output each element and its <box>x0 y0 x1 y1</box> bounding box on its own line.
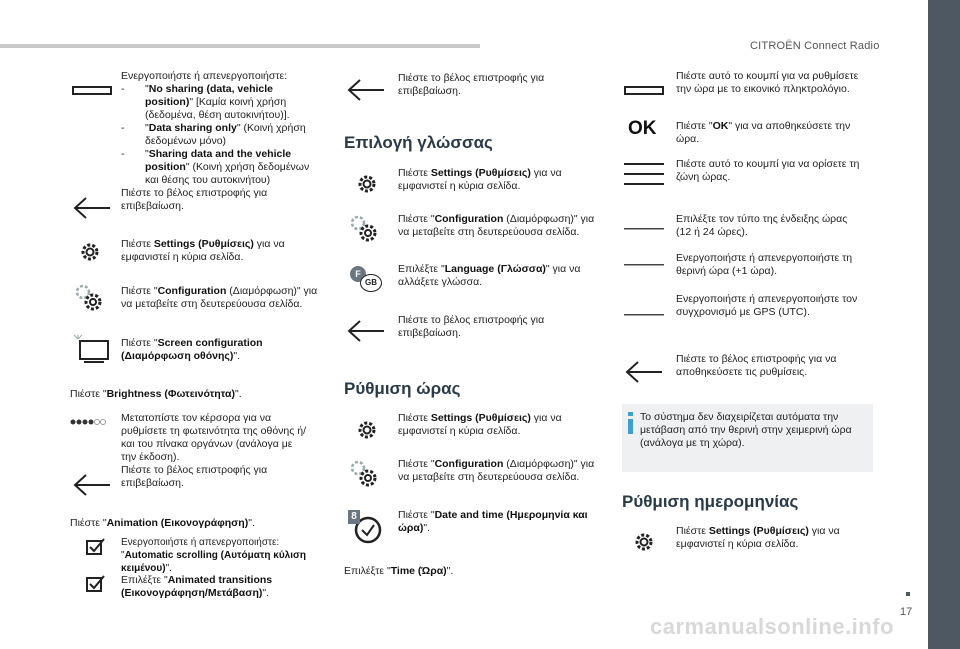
config-gears-icon[interactable] <box>348 458 382 492</box>
language-icon-gb: GB <box>360 274 382 292</box>
toggle-bar-icon <box>72 86 112 96</box>
back-arrow-icon[interactable] <box>72 196 112 220</box>
sharing-option: - "Sharing data and the vehicle position" (Κοινή χρήση δεδομένων και θέσης του αυτοκινήτου) <box>121 148 311 187</box>
autoscroll-instruction: Ενεργοποιήστε ή απενεργοποιήστε: "Automatic scrolling (Αυτόματη κύλιση κειμένου)". <box>121 537 306 574</box>
back-instruction: Πιέστε το βέλος επιστροφής για επιβεβαίωση. <box>398 72 545 97</box>
format-instruction: Επιλέξτε τον τύπο της ένδειξης ώρας (12 ή 24 ώρες). <box>676 213 848 238</box>
back-arrow-icon[interactable] <box>346 319 386 343</box>
date-section-title: Ρύθμιση ημερομηνίας <box>622 492 799 511</box>
gear-icon[interactable] <box>355 172 379 196</box>
brightness-instruction: Πιέστε "Brightness (Φωτεινότητα)". <box>70 388 242 400</box>
top-rule <box>0 44 480 48</box>
language-instruction: Επιλέξτε "Language (Γλώσσα)" για να αλλάξετε γλώσσα. <box>398 263 581 288</box>
menu-icon[interactable] <box>624 161 664 187</box>
screen-config-instruction: Πιέστε "Screen configuration (Διαμόρφωση οθόνης)". <box>121 337 263 362</box>
keypad-instruction: Πιέστε αυτό το κουμπί για να ρυθμίσετε την ώρα με το εικονικό πληκτρολόγιο. <box>676 70 859 95</box>
config-gears-icon[interactable] <box>348 213 382 247</box>
page-marker <box>906 592 910 596</box>
gps-sync-instruction: Ενεργοποιήστε ή απενεργοποιήστε τον συγχρονισμό με GPS (UTC). <box>676 293 858 318</box>
back-arrow-icon[interactable] <box>72 473 112 497</box>
date-time-badge: 8 <box>348 510 360 524</box>
ok-icon[interactable]: OK <box>628 118 657 139</box>
sharing-block <box>121 70 311 213</box>
date-time-instruction: Πιέστε "Date and time (Ημερομηνία και ώρα)". <box>398 509 588 534</box>
back-instruction: Πιέστε το βέλος επιστροφής για επιβεβαίωση. <box>121 187 268 212</box>
brightness-slider-icon[interactable] <box>70 418 110 428</box>
language-icon[interactable] <box>348 264 382 292</box>
screen-config-icon[interactable] <box>72 335 112 367</box>
transitions-instruction: Επιλέξτε "Animated transitions (Εικονογράφηση/Μετάβαση)". <box>121 574 273 599</box>
configuration-instruction: Πιέστε "Configuration (Διαμόρφωση)" για να μεταβείτε στη δευτερεύουσα σελίδα. <box>398 213 595 238</box>
page-number: 17 <box>900 606 913 618</box>
checkbox-icon[interactable] <box>86 538 106 556</box>
time-section-title: Ρύθμιση ώρας <box>344 379 461 398</box>
toggle-line-icon[interactable] <box>624 228 664 232</box>
info-box <box>622 404 873 472</box>
config-gears-icon[interactable] <box>73 282 107 316</box>
info-text: Το σύστημα δεν διαχειρίζεται αυτόματα την μετάβαση από την θερινή στην χειμερινή ώρα (ανάλογα με τη χώρα). <box>640 411 852 449</box>
back-save-instruction: Πιέστε το βέλος επιστροφής για να αποθηκεύσετε τις ρυθμίσεις. <box>676 353 837 378</box>
toggle-line-icon[interactable] <box>624 314 664 318</box>
gear-icon[interactable] <box>355 418 379 442</box>
gear-icon[interactable] <box>78 240 102 264</box>
ok-instruction: Πιέστε "OK" για να αποθηκεύσετε την ώρα. <box>676 120 851 145</box>
sharing-intro: Ενεργοποιήστε ή απενεργοποιήστε: <box>121 70 288 82</box>
summer-time-instruction: Ενεργοποιήστε ή απενεργοποιήστε τη θερινή ώρα (+1 ώρα). <box>676 252 853 277</box>
sharing-option: - "No sharing (data, vehicle position)" [Καμία κοινή χρήση (δεδομένα, θέση αυτοκινήτου)]. <box>121 83 311 122</box>
back-arrow-icon[interactable] <box>346 78 386 102</box>
brand-header: CITROËN Connect Radio <box>750 40 880 52</box>
settings-instruction: Πιέστε Settings (Ρυθμίσεις) για να εμφανιστεί η κύρια σελίδα. <box>398 167 562 192</box>
language-icon-f: F <box>350 266 366 282</box>
time-zone-instruction: Πιέστε αυτό το κουμπί για να ορίσετε τη ζώνη ώρας. <box>676 158 860 183</box>
time-select-instruction: Επιλέξτε "Time (Ώρα)". <box>344 565 454 577</box>
date-time-icon[interactable] <box>348 510 382 544</box>
toggle-line-icon[interactable] <box>624 264 664 268</box>
sharing-option: - "Data sharing only" (Κοινή χρήση δεδομένων μόνο) <box>121 122 311 148</box>
watermark: carmanualsonline.info <box>650 614 894 639</box>
checkbox-icon[interactable] <box>86 575 106 593</box>
back-instruction: Πιέστε το βέλος επιστροφής για επιβεβαίωση. <box>398 314 545 339</box>
back-arrow-icon[interactable] <box>624 360 664 384</box>
configuration-instruction: Πιέστε "Configuration (Διαμόρφωση)" για να μεταβείτε στη δευτερεύουσα σελίδα. <box>121 285 318 310</box>
configuration-instruction: Πιέστε "Configuration (Διαμόρφωση)" για να μεταβείτε στη δευτερεύουσα σελίδα. <box>398 458 595 483</box>
info-icon <box>627 412 633 434</box>
gear-icon[interactable] <box>632 530 656 554</box>
keypad-icon[interactable] <box>624 86 664 96</box>
settings-instruction: Πιέστε Settings (Ρυθμίσεις) για να εμφανιστεί η κύρια σελίδα. <box>398 412 562 437</box>
settings-instruction: Πιέστε Settings (Ρυθμίσεις) για να εμφανιστεί η κύρια σελίδα. <box>676 525 840 550</box>
settings-instruction: Πιέστε Settings (Ρυθμίσεις) για να εμφανιστεί η κύρια σελίδα. <box>121 238 285 263</box>
language-section-title: Επιλογή γλώσσας <box>344 133 493 152</box>
brightness-cursor-block: Μετατοπίστε τον κέρσορα για να ρυθμίσετε τη φωτεινότητα της οθόνης ή/ και του πίνακα οργάνων (ανάλογα με την έκδοση). Πιέστε το βέλος επιστροφής για επιβεβαίωση. <box>121 412 306 489</box>
page-side-tab <box>928 0 960 649</box>
animation-instruction: Πιέστε "Animation (Εικονογράφηση)". <box>70 517 255 529</box>
